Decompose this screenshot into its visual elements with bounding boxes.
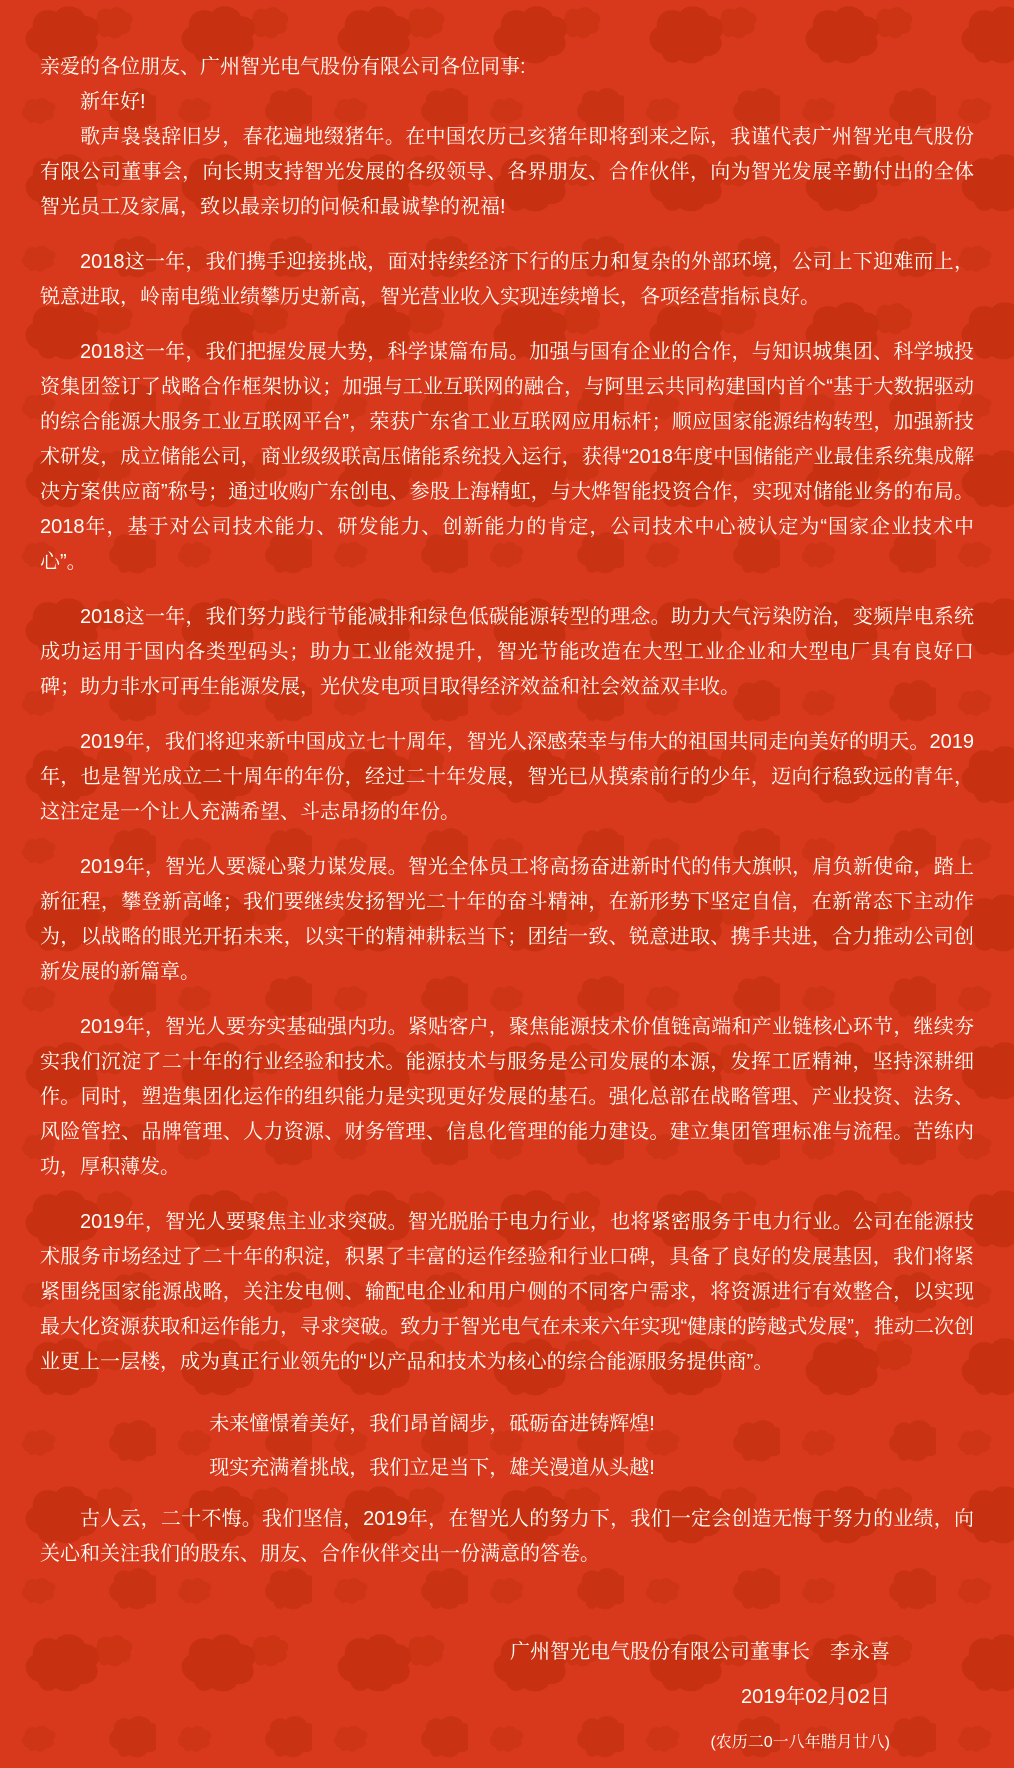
letter-paragraph-2019-foundation: 2019年，智光人要夯实基础强内功。紧贴客户，聚焦能源技术价值链高端和产业链核心环节，继续夯实我们沉淀了二十年的行业经验和技术。能源技术与服务是公司发展的本源，发挥工匠精神，坚持深耕细作。同时，塑造集团化运作的组织能力是实现更好发展的基石。强化总部在战略管理、产业投资、法务、风险管控、品牌管理、人力资源、财务管理、信息化管理的能力建设。建立集团管理标准与流程。苦练内功，厚积薄发。 — [40, 1016, 974, 1178]
signature-block — [40, 1630, 974, 1765]
slogan-line-reality: 现实充满着挑战，我们立足当下，雄关漫道从头越! — [209, 1457, 655, 1479]
signature-date: 2019年02月02日 — [741, 1686, 890, 1708]
letter-paragraph-2018-green-energy: 2018这一年，我们努力践行节能减排和绿色低碳能源转型的理念。助力大气污染防治，变频岸电系统成功运用于国内各类型码头；助力工业能效提升，智光节能改造在大型工业企业和大型电厂具有良好口碑；助力非水可再生能源发展，光伏发电项目取得经济效益和社会效益双丰收。 — [40, 606, 974, 698]
letter-salutation: 亲爱的各位朋友、广州智光电气股份有限公司各位同事: — [40, 56, 526, 78]
letter-slogans — [40, 1402, 824, 1490]
signature-signer: 广州智光电气股份有限公司董事长 李永喜 — [510, 1641, 890, 1663]
letter-paragraph-2019-breakthrough: 2019年，智光人要聚焦主业求突破。智光脱胎于电力行业，也将紧密服务于电力行业。公司在能源技术服务市场经过了二十年的积淀，积累了丰富的运作经验和行业口碑，具备了良好的发展基因，我们将紧紧围绕国家能源战略，关注发电侧、输配电企业和用户侧的不同客户需求，将资源进行有效整合，以实现最大化资源获取和运作能力，寻求突破。致力于智光电气在未来六年实现“健康的跨越式发展”，推动二次创业更上一层楼，成为真正行业领先的“以产品和技术为核心的综合能源服务提供商”。 — [40, 1211, 974, 1373]
slogan-line-future: 未来憧憬着美好，我们昂首阔步，砥砺奋进铸辉煌! — [209, 1413, 655, 1435]
signature-lunar-date: (农历二0一八年腊月廿八) — [710, 1734, 890, 1751]
letter-paragraph-2019-anniversary: 2019年，我们将迎来新中国成立七十周年，智光人深感荣幸与伟大的祖国共同走向美好的明天。2019年，也是智光成立二十周年的年份，经过二十年发展，智光已从摸索前行的少年，迈向行稳致远的青年，这注定是一个让人充满希望、斗志昂扬的年份。 — [40, 731, 974, 823]
letter-paragraph-2018-strategy: 2018这一年，我们把握发展大势，科学谋篇布局。加强与国有企业的合作，与知识城集团、科学城投资集团签订了战略合作框架协议；加强与工业互联网的融合，与阿里云共同构建国内首个“基于大数据驱动的综合能源大服务工业互联网平台”，荣获广东省工业互联网应用标杆；顺应国家能源结构转型，加强新技术研发，成立储能公司，商业级级联高压储能系统投入运行，获得“2018年度中国储能产业最佳系统集成解决方案供应商”称号；通过收购广东创电、参股上海精虹，与大烨智能投资合作，实现对储能业务的布局。2018年，基于对公司技术能力、研发能力、创新能力的肯定，公司技术中心被认定为“国家企业技术中心”。 — [40, 341, 974, 573]
letter-closing-paragraph: 古人云，二十不悔。我们坚信，2019年，在智光人的努力下，我们一定会创造无悔于努力的业绩，向关心和关注我们的股东、朋友、合作伙伴交出一份满意的答卷。 — [40, 1508, 974, 1565]
letter-greeting: 新年好! — [80, 91, 146, 113]
letter-paragraph-2019-development: 2019年，智光人要凝心聚力谋发展。智光全体员工将高扬奋进新时代的伟大旗帜，肩负新使命，踏上新征程，攀登新高峰；我们要继续发扬智光二十年的奋斗精神，在新形势下坚定自信，在新常态下主动作为，以战略的眼光开拓未来，以实干的精神耕耘当下；团结一致、锐意进取、携手共进，合力推动公司创新发展的新篇章。 — [40, 856, 974, 983]
letter-paragraph-intro: 歌声袅袅辞旧岁，春花遍地缀猪年。在中国农历己亥猪年即将到来之际，我谨代表广州智光电气股份有限公司董事会，向长期支持智光发展的各级领导、各界朋友、合作伙伴，向为智光发展辛勤付出的全体智光员工及家属，致以最亲切的问候和最诚挚的祝福! — [40, 126, 974, 218]
letter-paragraph-2018-challenges: 2018这一年，我们携手迎接挑战，面对持续经济下行的压力和复杂的外部环境，公司上下迎难而上，锐意进取，岭南电缆业绩攀历史新高，智光营业收入实现连续增长，各项经营指标良好。 — [40, 251, 974, 308]
